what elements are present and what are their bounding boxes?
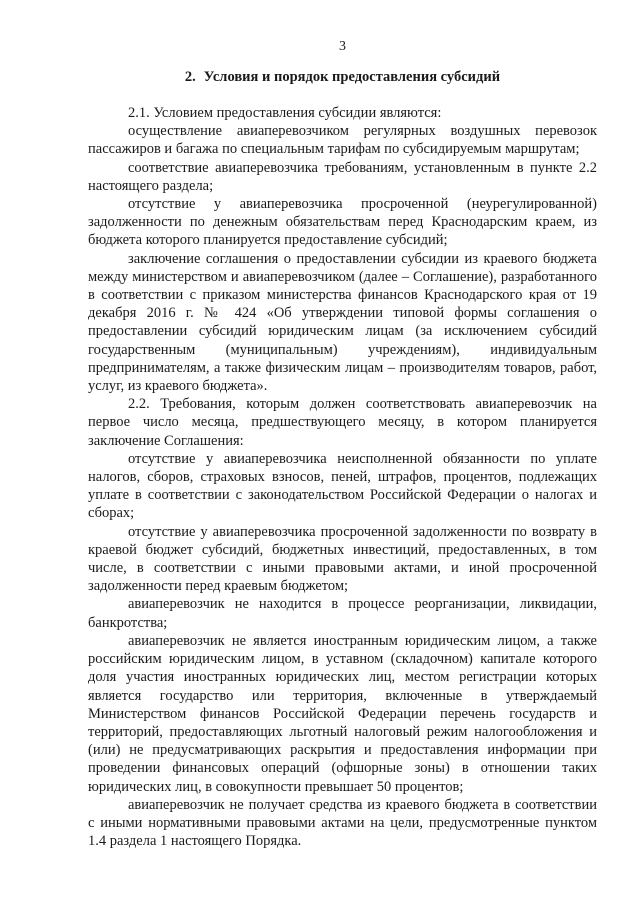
paragraph-condition-agreement: заключение соглашения о предоставлении субсидии из краевого бюджета между министерством и авиаперевозчиком (далее – Соглашение), разработанного в соответствии с приказом министерства финансов Краснодарского края от 19 декабря 2016 г. № 424 «Об утверждении типовой формы соглашения о предоставлении субсидий юридическим лицам (за исключением субсидий государственным (муниципальным) учреждениям), индивидуальным предпринимателям, а также физическим лицам – производителям товаров, работ, услуг, из краевого бюджета».: [88, 250, 597, 395]
paragraph-requirement-no-other-funds: авиаперевозчик не получает средства из краевого бюджета в соответствии с иными нормативными правовыми актами на цели, предусмотренные пунктом 1.4 раздела 1 настоящего Порядка.: [88, 796, 597, 850]
paragraph-condition-no-debt: отсутствие у авиаперевозчика просроченной (неурегулированной) задолженности по денежным обязательствам перед Краснодарским краем, из бюджета которого планируется предоставление субсидий;: [88, 196, 597, 249]
section-title-text: Условия и порядок предоставления субсидий: [203, 69, 501, 85]
paragraph-requirement-budget-debt: отсутствие у авиаперевозчика просроченной задолженности по возврату в краевой бюджет субсидий, бюджетных инвестиций, предоставленных, в том числе, в соответствии с иными правовыми актами, и иной просроченной задолженности перед краевым бюджетом;: [88, 523, 597, 595]
page-number: 3: [339, 39, 346, 54]
paragraph-requirement-taxes: отсутствие у авиаперевозчика неисполненной обязанности по уплате налогов, сборов, страховых взносов, пеней, штрафов, процентов, подлежащих уплате в соответствии с законодательством Российской Федерации о налогах и сборах;: [88, 450, 597, 522]
paragraph-requirement-no-bankruptcy: авиаперевозчик не находится в процессе реорганизации, ликвидации, банкротства;: [88, 596, 597, 631]
paragraph-2-2-intro: 2.2. Требования, которым должен соответствовать авиаперевозчик на первое число месяца, предшествующего месяцу, в котором планируется заключение Соглашения:: [88, 396, 597, 449]
paragraph-2-1-intro: 2.1. Условием предоставления субсидии являются:: [128, 105, 442, 121]
paragraph-condition-regular-flights: осуществление авиаперевозчиком регулярных воздушных перевозок пассажиров и багажа по специальным тарифам по субсидируемым маршрутам;: [88, 123, 597, 158]
paragraph-requirement-not-foreign: авиаперевозчик не является иностранным юридическим лицом, а также российским юридическим лицом, в уставном (складочном) капитале которого доля участия иностранных юридических лиц, местом регистрации которых является государство или территория, включенные в утверждаемый Министерством финансов Российской Федерации перечень государств и территорий, предоставляющих льготный налоговый режим налогообложения и (или) не предусматривающих раскрытия и предоставления информации при проведении финансовых операций (офшорные зоны) в отношении таких юридических лиц, в совокупности превышает 50 процентов;: [88, 632, 597, 795]
paragraph-condition-requirements: соответствие авиаперевозчика требованиям, установленным в пункте 2.2 настоящего раздела;: [88, 159, 597, 194]
section-title: [88, 68, 597, 86]
section-number: 2.: [184, 69, 196, 85]
